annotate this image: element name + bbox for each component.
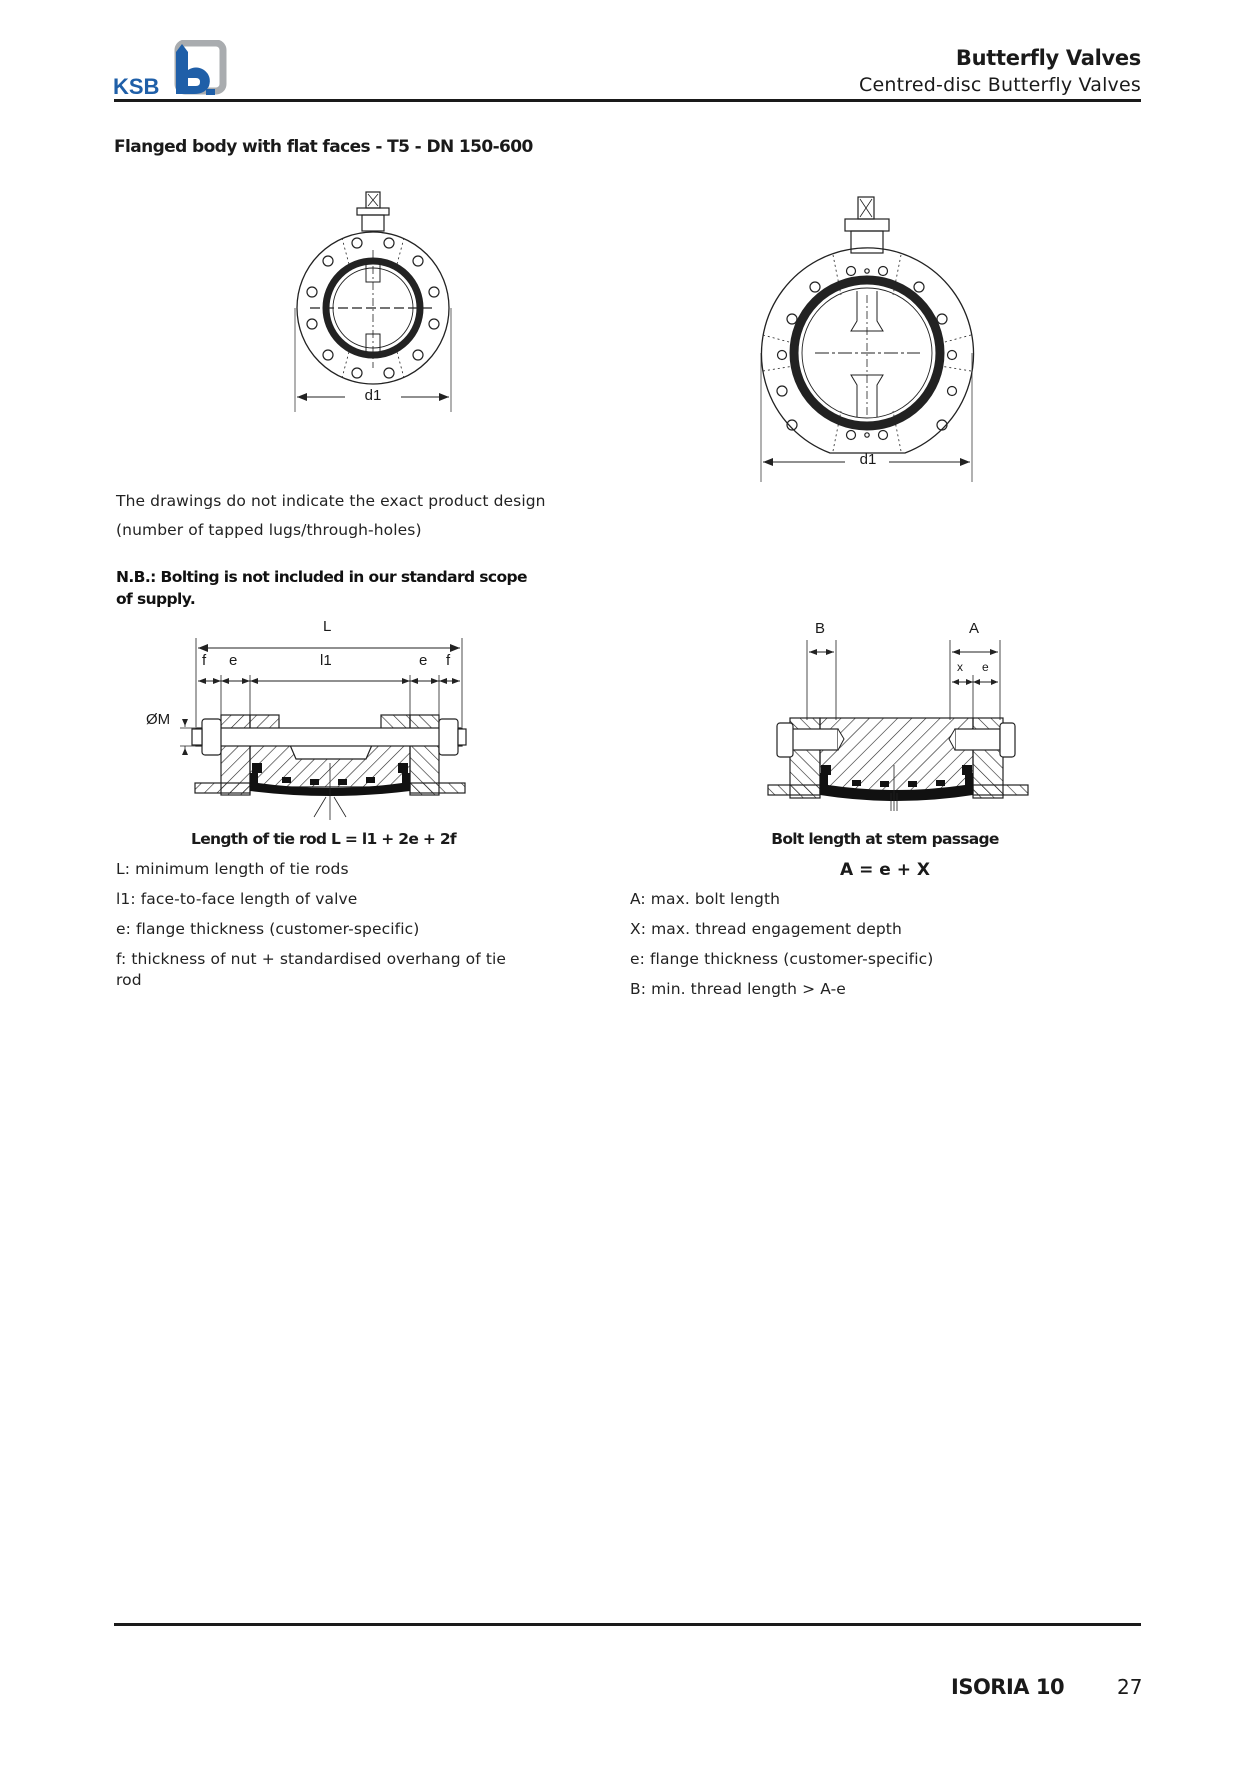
bolt-section-drawing: [760, 615, 1030, 815]
tie-rod-def-L: L: minimum length of tie rods: [116, 860, 349, 878]
nb-line-2: of supply.: [116, 590, 196, 608]
tie-rod-def-e: e: flange thickness (customer-specific): [116, 920, 420, 938]
bolt-def-A: A: max. bolt length: [630, 890, 781, 908]
small-valve-d1-label: d1: [364, 387, 382, 404]
section-title: Flanged body with flat faces - T5 - DN 150-600: [114, 137, 533, 157]
footer-product-name: ISORIA 10: [951, 1675, 1065, 1699]
nb-line-1: N.B.: Bolting is not included in our standard scope: [116, 568, 527, 586]
tie-rod-def-f-cont: rod: [116, 971, 142, 989]
large-valve-d1-label: d1: [859, 451, 877, 468]
bolt-def-B: B: min. thread length > A-e: [630, 980, 846, 998]
label-l1: l1: [320, 652, 332, 669]
page-number: 27: [1117, 1675, 1143, 1699]
tie-rod-def-l1: l1: face-to-face length of valve: [116, 890, 358, 908]
ksb-logo: [112, 40, 237, 98]
document-title: Butterfly Valves: [955, 46, 1141, 70]
note-line-2: (number of tapped lugs/through-holes): [116, 521, 422, 539]
bolt-def-e: e: flange thickness (customer-specific): [630, 950, 934, 968]
header-rule: [114, 99, 1141, 102]
label-e-right: e: [419, 652, 428, 669]
bolt-caption: Bolt length at stem passage: [771, 830, 999, 848]
large-valve-drawing: [755, 195, 980, 485]
label-f-left: f: [202, 652, 207, 669]
tie-rod-section-drawing: [140, 615, 480, 830]
tie-rod-caption: Length of tie rod L = l1 + 2e + 2f: [191, 830, 456, 848]
bolt-formula: A = e + X: [840, 860, 930, 880]
bolt-def-X: X: max. thread engagement depth: [630, 920, 902, 938]
label-A: A: [969, 620, 980, 637]
label-x: x: [957, 660, 963, 674]
tie-rod-def-f: f: thickness of nut + standardised overhang of tie: [116, 950, 507, 968]
label-e: e: [982, 660, 989, 674]
label-f-right: f: [446, 652, 451, 669]
label-diameter-m: ØM: [146, 711, 171, 728]
label-L: L: [323, 618, 332, 635]
note-line-1: The drawings do not indicate the exact product design: [116, 492, 546, 510]
ksb-logo-text: KSB: [113, 74, 160, 98]
label-e-left: e: [229, 652, 238, 669]
small-valve-drawing: [290, 190, 460, 415]
label-B: B: [815, 620, 826, 637]
ksb-logo-graphic: [112, 40, 237, 98]
document-subtitle: Centred-disc Butterfly Valves: [859, 74, 1141, 96]
footer-rule: [114, 1623, 1141, 1626]
